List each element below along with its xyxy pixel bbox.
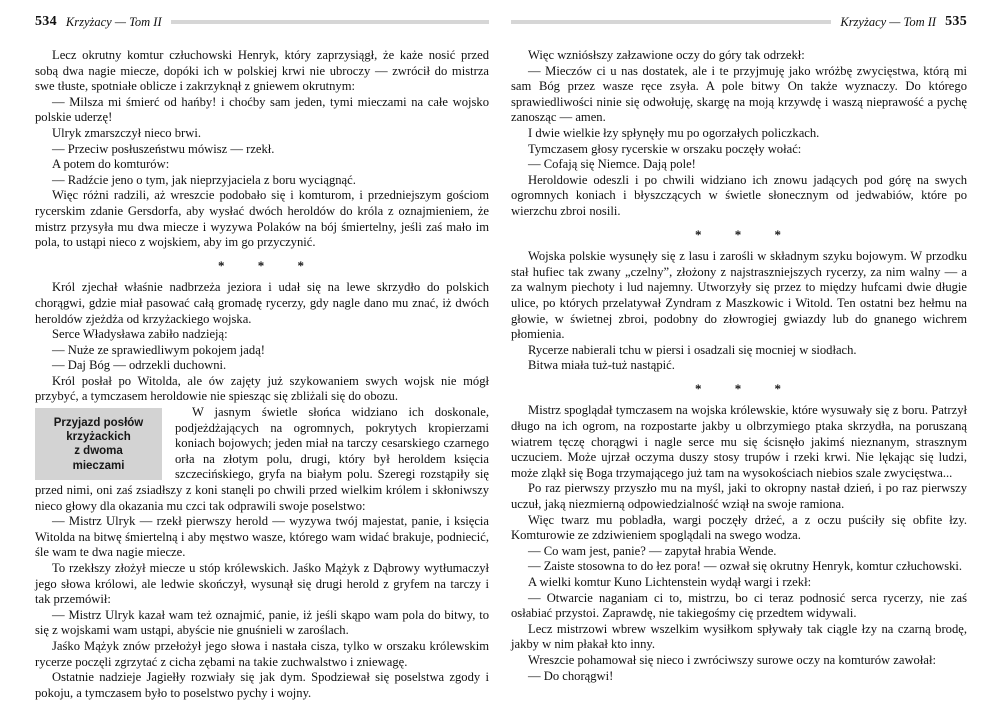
paragraph: Po raz pierwszy przyszło mu na myśl, jaki to okropny nastał dzień, i po raz pierwszy uczuł, jaką niezmierną odpowiedzialność wziął na swoje ramiona.: [511, 481, 967, 512]
dialogue-paragraph: — Milsza mi śmierć od hańby! i choćby sam jeden, tymi mieczami na całe wojsko polskie uderzę!: [35, 94, 489, 125]
section-separator: * * *: [695, 380, 783, 396]
dialogue-paragraph: — Mieczów ci u nas dostatek, ale i te przyjmuję jako wróżbę zwycięstwa, którą mi sam Bóg przez wasze ręce zsyła. A pole bitwy On także wyznaczy. Do którego sprawiedliwości ninie się odwołuję, skargę na moją krzywdę i waszą nieprawość a pychę zanosząc — amen.: [511, 63, 967, 125]
paragraph: Król zjechał właśnie nadbrzeża jeziora i udał się na lewe skrzydło do polskich chorągwi, gdzie miał pasować całą gromadę rycerzy, gdy nagle dano mu znać, iż dwóch heroldów zjeżdża od krzyżackiego wojska.: [35, 280, 489, 326]
dialogue-paragraph: — Daj Bóg — odrzekli duchowni.: [52, 358, 227, 373]
page-header-right: [511, 15, 967, 29]
margin-note-line: mieczami: [72, 459, 125, 472]
dialogue-paragraph: — Nuże ze sprawiedliwym pokojem jadą!: [52, 342, 265, 357]
paragraph: Rycerze nabierali tchu w piersi i osadzali się mocniej w siodłach.: [528, 342, 857, 357]
paragraph: Więc twarz mu pobladła, wargi poczęły drżeć, a z oczu puściły się obfite łzy. Komturowie ze zdziwieniem spoglądali na swego wodza.: [511, 512, 967, 543]
paragraph: Tymczasem głosy rycerskie w orszaku poczęły wołać:: [528, 141, 802, 156]
page-535: [500, 0, 1000, 712]
section-separator: * * *: [695, 226, 783, 242]
section-separator: * * *: [218, 257, 306, 273]
header-rule: [171, 20, 489, 24]
paragraph: I dwie wielkie łzy spłynęły mu po ogorzałych policzkach.: [528, 125, 820, 140]
dialogue-paragraph: — Mistrz Ulryk — rzekł pierwszy herold — wyzywa twój majestat, panie, i księcia Witolda na bitwę śmiertelną i aby męstwo wasze, którego wam widać brakuje, podniecić, śle wam te dwa nagie miecze.: [35, 514, 489, 560]
page-number: 535: [945, 14, 967, 29]
paragraph: Bitwa miała tuż-tuż nastąpić.: [528, 358, 675, 373]
margin-note-line: z dwoma: [74, 445, 123, 458]
paragraph: Wreszcie pohamował się nieco i zwróciwszy surowe oczy na komturów zawołał:: [528, 652, 936, 667]
page-header-left: [35, 15, 489, 29]
paragraph: Lecz mistrzowi wbrew wszelkim wysiłkom spływały tak ciągle łzy na czarną brodę, jakby w nim płakał kto inny.: [511, 621, 967, 652]
dialogue-paragraph: — Co wam jest, panie? — zapytał hrabia Wende.: [528, 543, 777, 558]
paragraph-with-margin-note: [35, 405, 489, 514]
dialogue-paragraph: — Przeciw posłuszeństwu mówisz — rzekł.: [52, 141, 275, 156]
paragraph: Ostatnie nadzieje Jagiełły rozwiały się jak dym. Spodziewał się poselstwa zgody i pokoju, a tymczasem było to poselstwo pychy i wojny.: [35, 670, 489, 700]
paragraph: Jaśko Mążyk znów przełożył jego słowa i nastała cisza, tylko w orszaku królewskim rycerze poczęli zgrzytać z cicha zębami na takie zuchwalstwo i zniewagę.: [35, 638, 489, 669]
paragraph: Lecz okrutny komtur człuchowski Henryk, który zaprzysiągł, że każe nosić przed sobą dwa nagie miecze, dopóki ich w polskiej krwi nie ubroczy — zwrócił do mistrza swe tłuste, spotniałe oblicze i zakrzyknął z gniewem okrutnym:: [35, 48, 489, 94]
margin-note-line: krzyżackich: [66, 431, 131, 444]
paragraph: Serce Władysława zabiło nadzieją:: [52, 327, 228, 342]
paragraph: A wielki komtur Kuno Lichtenstein wydął wargi i rzekł:: [528, 575, 812, 589]
paragraph: Więc różni radzili, aż wreszcie podobało się i komturom, i przedniejszym gościom rycerskim zdanie Gersdorfa, aby wysłać dwóch heroldów do króla z oznajmieniem, że mistrz przysyła mu dwa miecze i wyzywa Polaków na bój śmiertelny, jeśli zaś mało im pola, to ustąpi nieco z wojskiem, aby im go przyczynić.: [35, 188, 489, 250]
dialogue-paragraph: — Zaiste stosowna to do łez pora! — ozwał się okrutny Henryk, komtur człuchowski.: [528, 559, 963, 574]
page-number: 534: [35, 14, 57, 29]
paragraph: Ulryk zmarszczył nieco brwi.: [52, 125, 201, 140]
margin-note-line: Przyjazd posłów: [53, 417, 144, 430]
dialogue-paragraph: — Mistrz Ulryk kazał wam też oznajmić, panie, iż jeśli skąpo wam pola do bitwy, to się z wojskami wam ustąpi, abyście nie gnuśnieli w zaroślach.: [35, 607, 489, 638]
running-title: Krzyżacy — Tom II: [840, 14, 937, 29]
dialogue-paragraph: — Otwarcie naganiam ci to, mistrzu, bo ci teraz podnosić serca rycerzy, nie zaś osłabiać przystoi. Zaprawdę, nie takiegośmy cię przedtem widywali.: [511, 590, 967, 621]
page-body-left: [35, 48, 489, 701]
paragraph: A potem do komturów:: [52, 157, 170, 172]
margin-note: [35, 408, 162, 480]
header-rule: [511, 20, 831, 24]
paragraph: Heroldowie odeszli i po chwili widziano ich znowu jadących pod górę na swych ogromnych koniach i błyszczących w świetle słonecznym od jedwabiów, które po wierzchu zbroi nosili.: [511, 172, 967, 218]
paragraph: Król posłał po Witolda, ale ów zajęty już szykowaniem swych wojsk nie mógł przybyć, a tymczasem heroldowie nie spiesząc się zbliżali się do obozu.: [35, 373, 489, 404]
paragraph-text: W jasnym świetle słońca widziano ich doskonale, podjeżdżających na ogromnych, pokrytych kropierzami koniach bojowych; jeden miał na tarczy cesarskiego czarnego orła na złotym polu, drugi, który był heroldem księcia szczecińskiego, gryfa na białym polu. Szeregi rozstąpiły się przed nimi, oni zaś zsiadłszy z koni stanęli po chwili przed wielkim królem i skłoniwszy nieco głowy dla okazania mu czci tak odprawili swoje poselstwo:: [35, 405, 489, 513]
dialogue-paragraph: — Radźcie jeno o tym, jak nieprzyjaciela z boru wyciągnąć.: [52, 172, 356, 187]
dialogue-paragraph: — Do chorągwi!: [528, 668, 614, 683]
paragraph: Mistrz spoglądał tymczasem na wojska królewskie, które wysuwały się z boru. Patrzył długo na ich ogrom, na rozpostarte jakby u olbrzymiego ptaka skrzydła, na poruszaną wiatrem tęczę chorągwi i nagle serce mu się ścisnęło jakimś nieznanym, strasznym uczuciem. Może ujrzał oczyma duszy stosy trupów i rzeki krwi. Nie lękając się ludzi, może zląkł się Boga trzymającego już tam na wysokościach niebios szale zwycięstwa...: [511, 403, 967, 480]
paragraph: Więc wzniósłszy załzawione oczy do góry tak odrzekł:: [528, 48, 805, 62]
paragraph: To rzekłszy złożył miecze u stóp królewskich. Jaśko Mążyk z Dąbrowy wytłumaczył jego słowa królowi, ale ledwie skończył, wysunął się drugi herold z gryfem na tarczy i tak przemówił:: [35, 561, 489, 607]
page-body-right: [511, 48, 967, 684]
paragraph: Wojska polskie wysunęły się z lasu i zarośli w składnym szyku bojowym. W przodku stał hufiec tak zwany „czelny”, złożony z najstraszniejszych rycerzy, za nim walny — a za walnym piechoty i lud najemny. Utworzyły się przez to między hufcami dwie długie ulice, po których przelatywał Zyndram z Maszkowic i Witold. Ten ostatni bez hełmu na głowie, w świetnej zbroi, podobny do złowrogiej gwiazdy lub do gnanego wichrem płomienia.: [511, 249, 967, 342]
running-title: Krzyżacy — Tom II: [65, 14, 162, 29]
dialogue-paragraph: — Cofają się Niemce. Dają pole!: [528, 157, 696, 172]
